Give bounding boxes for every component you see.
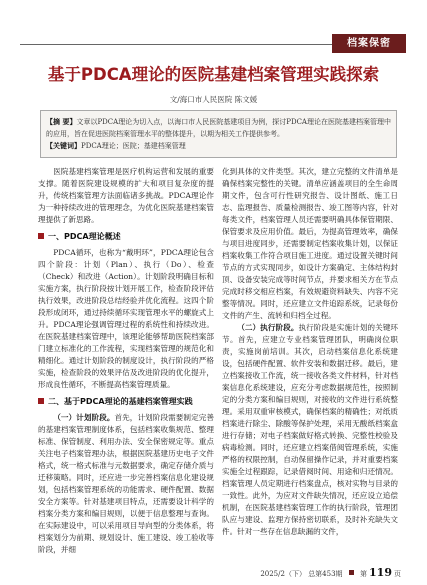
abstract-text: 文章以PDCA理论为切入点，以海口市人民医院基建项目为例，探讨PDCA理论在医院基建档案管理中的应用，旨在促进医院档案管理水平的整体提升，以期为相关工作提供参考。 bbox=[46, 118, 392, 138]
heading-square-icon bbox=[38, 398, 44, 404]
article-author: 文/海口市人民医院 陈文媛 bbox=[169, 95, 258, 104]
keywords-paragraph bbox=[46, 140, 391, 152]
intro-paragraph: 医院基建档案管理是医疗机构运营和发展的重要支撑。随着医院建设规模的扩大和项目复杂度的提升，传统档案管理方法面临诸多挑战。PDCA理论作为一种持续改进的管理理念，为优化医院基建档案管理提供了新思路。 bbox=[38, 167, 214, 224]
keywords-text: PDCA理论；医院；基建档案管理 bbox=[81, 142, 186, 150]
issue-label: 2025/2（下） bbox=[260, 570, 306, 578]
article-title: 基于PDCA理论的医院基建档案管理实践探索 bbox=[47, 65, 380, 84]
abstract-label: 【摘 要】 bbox=[46, 117, 77, 126]
body-column-left bbox=[38, 166, 214, 558]
page-number: 119 bbox=[369, 566, 392, 579]
abstract-box bbox=[40, 110, 397, 158]
section-heading-1-text: 一、PDCA理论概述 bbox=[48, 232, 121, 241]
total-issue-label: 总第453期 bbox=[308, 570, 343, 578]
page-prefix: 第 bbox=[360, 570, 368, 578]
heading-square-icon bbox=[38, 233, 44, 239]
section-heading-2-text: 二、基于PDCA理论的基建档案管理实践 bbox=[48, 397, 193, 406]
do-stage-text: 执行阶段是实施计划的关键环节。首先，应建立专业档案管理团队，明确岗位职责，实施岗前培训。其次，启动档案信息化系统建设，包括硬件配置、软件安装和数据迁移。最后，建立档案接收工作流，统一接收各类文件材料，针对档案信息化系统建设，应充分考虑数据规范性，按照制定的分类方案和编目规则，对接收的文件进行系统整理。采用双重审核模式，确保档案的精确性；对纸质档案进行除尘、除酸等保护处理，采用无酸纸档案盒进行存储；对电子档案做好格式转换、完整性校验及病毒检测。同时，还应建立档案借阅管理系统，实施严格的权限控制，自动保留操作记录，并对重要档案实施全过程跟踪，记录借阅时间、用途和归还情况。档案管理人员定期进行档案盘点，核对实物与目录的一致性。此外，为应对文件缺失情况，还应设立追偿机制，在医院基建档案管理工作的执行阶段，管理团队应与建设、监理方保持密切联系，及时补充缺失文件。针对一些存在信息缺漏的文件， bbox=[222, 323, 398, 536]
page-footer bbox=[260, 566, 401, 580]
plan-stage-continued-paragraph: 化到具体的文件类型。其次，建立完整的文件清单是确保档案完整性的关键。清单应涵盖项目的全生命周期文件，包含可行性研究报告、设计图纸、施工日志、监理报告、质量检测报告、竣工图等内容，针对每类文件，档案管理人员还需要明确具体保管期限、保管要求及应用价值。最后，为提高管理效率，确保与项目进度同步，还需要制定档案收集计划，以保证档案收集工作符合项目施工进度。通过设置关键时间节点的方式实现同步，如设计方案确定、主体结构封顶、设备安装完成等时间节点，并要求相关方在节点完成时移交相应档案，有效规避资料缺失、内容不完整等情况。同时，还应建立文件追踪系统，记录每份文件的产生、流转和归档全过程。 bbox=[222, 167, 398, 320]
body-column-right bbox=[222, 166, 398, 558]
pdca-overview-paragraph: PDCA循环，也称为“戴明环”，PDCA理论包含四个阶段：计划（Plan）、执行（Do）、检查（Check）和改进（Action）。计划阶段明确目标和实施方案，执行阶段按计划开展工作，检查阶段评估执行效果，改进阶段总结经验并优化流程。这四个阶段形成闭环，通过持续循环实现管理水平的螺旋式上升。PDCA理论强调管理过程的系统性和持续改进。在医院基建档案管理中，该理论能够帮助医院档案部门建立标准化的工作流程，实现档案管理的规范化和精细化。通过计划阶段的制度设计，执行阶段的严格实施，检查阶段的效果评估及改进阶段的优化提升，形成良性循环，不断提高档案管理质量。 bbox=[38, 248, 214, 389]
section-heading-2 bbox=[38, 396, 214, 408]
plan-stage-text: 首先，计划阶段需要制定完善的基建档案管理制度体系，包括档案收集规范、整理标准、保管制度、利用办法、安全保密规定等。重点关注电子档案管理办法，根据医院基建历史电子文件格式，统一格式标准与元数据要求，确定存储介质与迁移策略。同时，还应进一步完善档案信息化建设规划，包括档案管理系统的功能需求、硬件配置、数据安全方案等。针对基建项目特点，还需要设计科学的档案分类方案和编目规则，以便于信息整理与查询。在实际建设中，可以采用项目导向型的分类体系，将档案划分为前期、规划设计、施工建设、竣工验收等阶段，并细 bbox=[38, 413, 214, 554]
do-stage-lead: （二）执行阶段。 bbox=[237, 323, 299, 332]
keywords-label: 【关键词】 bbox=[46, 141, 81, 150]
plan-stage-lead: （一）计划阶段。 bbox=[53, 413, 115, 422]
abstract-paragraph bbox=[46, 116, 391, 140]
section-heading-1 bbox=[38, 231, 214, 243]
plan-stage-paragraph bbox=[38, 412, 214, 556]
section-tag: 档案保密 bbox=[332, 34, 406, 53]
footer-square-icon bbox=[349, 570, 354, 575]
page-suffix: 页 bbox=[394, 570, 401, 578]
do-stage-paragraph bbox=[222, 322, 398, 538]
header-rule bbox=[20, 44, 332, 45]
